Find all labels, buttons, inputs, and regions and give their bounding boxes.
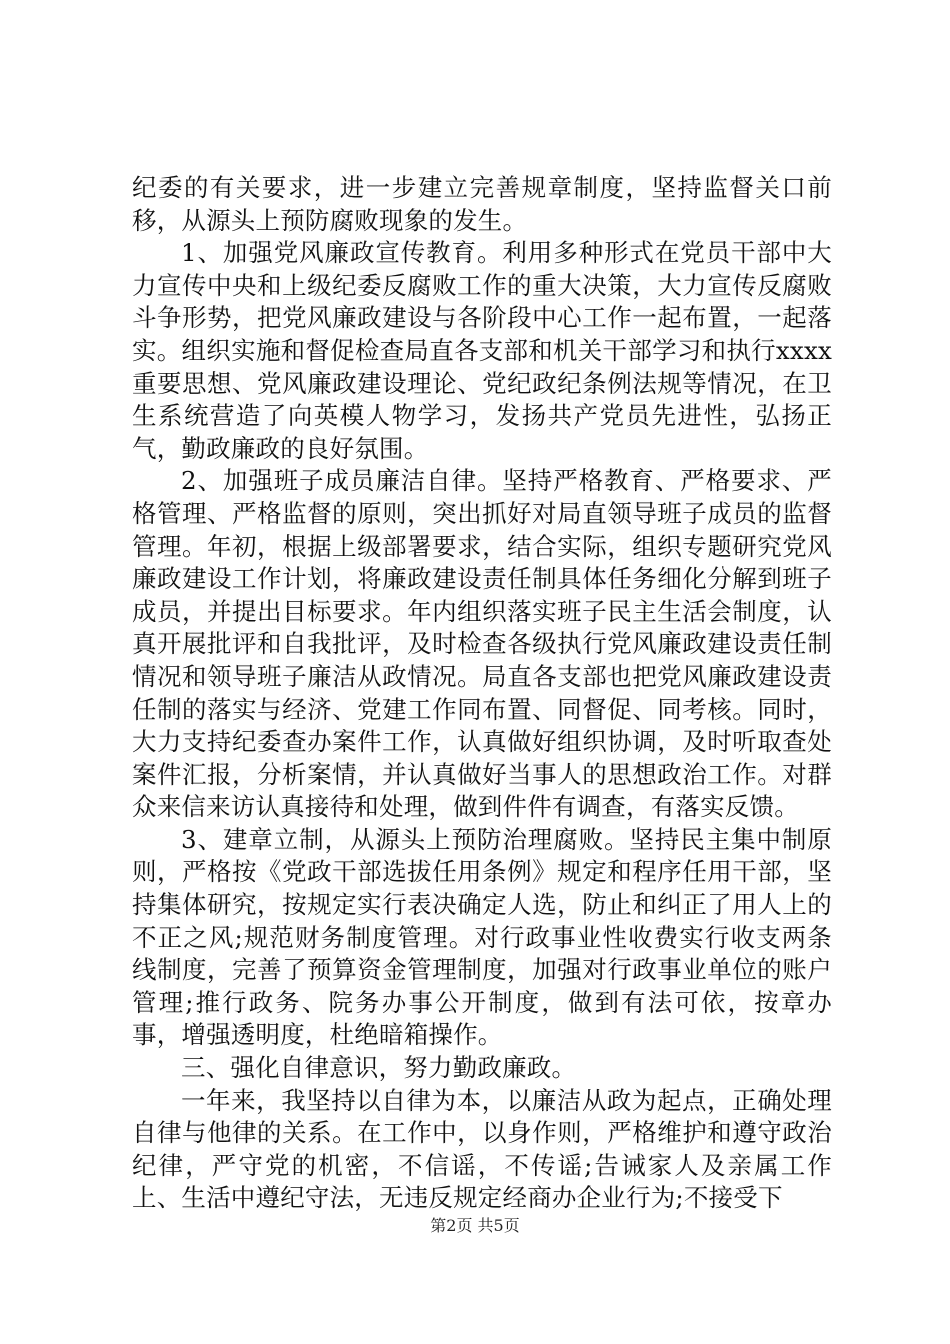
- paragraph-3: 3、建章立制，从源头上预防治理腐败。坚持民主集中制原则，严格按《党政干部选拔任用条例》规定和程序任用干部，坚持集体研究，按规定实行表决确定人选，防止和纠正了用人上的不正之风;规范财务制度管理。对行政事业性收费实行收支两条线制度，完善了预算资金管理制度，加强对行政事业单位的账户管理;推行政务、院务办事公开制度，做到有法可依，按章办事，增强透明度，杜绝暗箱操作。: [132, 824, 832, 1050]
- section-heading-3: 三、强化自律意识，努力勤政廉政。: [181, 1053, 577, 1083]
- paragraph-4: 一年来，我坚持以自律为本，以廉洁从政为起点，正确处理自律与他律的关系。在工作中，以身作则，严格维护和遵守政治纪律，严守党的机密，不信谣，不传谣;告诫家人及亲属工作上、生活中遵纪守法，无违反规定经商办企业行为;不接受下: [132, 1085, 832, 1213]
- paragraph-2: 2、加强班子成员廉洁自律。坚持严格教育、严格要求、严格管理、严格监督的原则，突出抓好对局直领导班子成员的监督管理。年初，根据上级部署要求，结合实际，组织专题研究党风廉政建设工作计划，将廉政建设责任制具体任务细化分解到班子成员，并提出目标要求。年内组织落实班子民主生活会制度，认真开展批评和自我批评，及时检查各级执行党风廉政建设责任制情况和领导班子廉洁从政情况。局直各支部也把党风廉政建设责任制的落实与经济、党建工作同布置、同督促、同考核。同时，大力支持纪委查办案件工作，认真做好组织协调，及时听取查处案件汇报，分析案情，并认真做好当事人的思想政治工作。对群众来信来访认真接待和处理，做到件件有调查，有落实反馈。: [132, 466, 832, 822]
- page-footer: 第2页 共5页: [430, 1216, 520, 1235]
- paragraph-1: 1、加强党风廉政宣传教育。利用多种形式在党员干部中大力宣传中央和上级纪委反腐败工作的重大决策，大力宣传反腐败斗争形势，把党风廉政建设与各阶段中心工作一起布置，一起落实。组织实施和督促检查局直各支部和机关干部学习和执行xxxx重要思想、党风廉政建设理论、党纪政纪条例法规等情况，在卫生系统营造了向英模人物学习，发扬共产党员先进性，弘扬正气，勤政廉政的良好氛围。: [132, 238, 832, 463]
- paragraph-continuation: 纪委的有关要求，进一步建立完善规章制度，坚持监督关口前移，从源头上预防腐败现象的发生。: [132, 173, 832, 235]
- document-body: [132, 172, 832, 1215]
